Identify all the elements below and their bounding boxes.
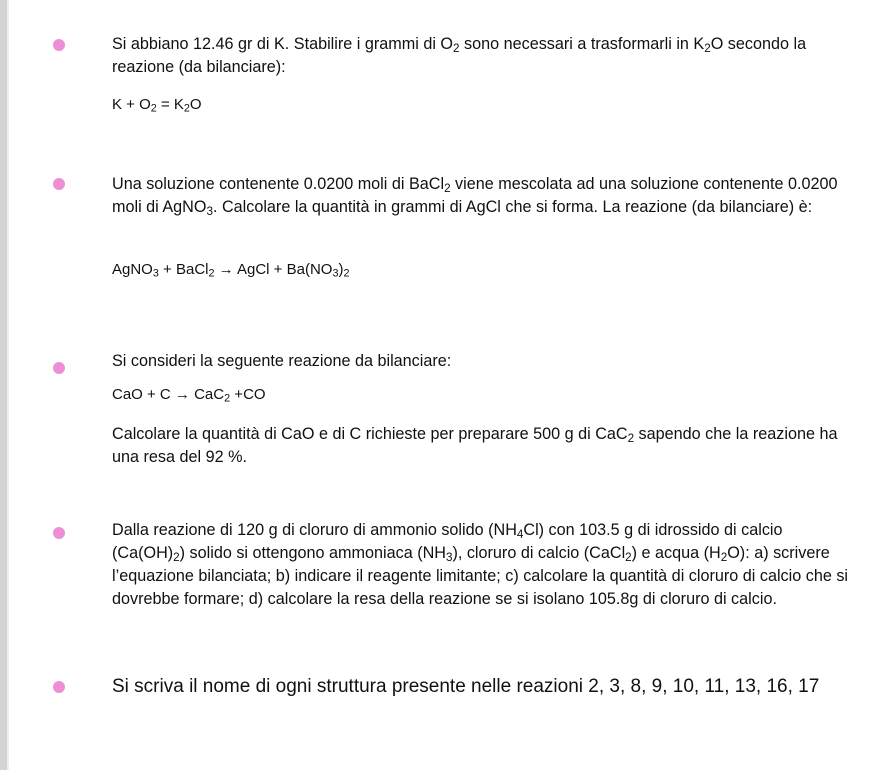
question-2-equation: AgNO$_3$ + BaCl$_2$ → AgCl + $Ba(NO_3)_2$ <box>112 261 350 280</box>
question-4-text: Dalla reazione di 120 g di cloruro di ammonio solido $(NH_4Cl)$ con 103.5 g di idrossido di calcio $(Ca(OH)_2)$ solido si ottengono ammoniaca $(NH_3)$, cloruro di calcio (CaCl$_2$) e acqua $(H_2O)$: a) scrivere l’equazione bilanciata; b) indicare il reagente limitante; c) calcolare la quantità di cloruro di calcio che si dovrebbe formare; d) calcolare la resa della reazione se si isolano 105.8g di cloruro di calcio. <box>112 521 849 608</box>
bullet-q1 <box>53 39 65 51</box>
bullet-q5 <box>53 681 65 693</box>
question-5-text: Si scriva il nome di ogni struttura presente nelle reazioni 2, 3, 8, 9, 10, 11, 13, 16, 17 <box>112 676 820 697</box>
left-edge-shadow <box>7 0 9 770</box>
bullet-q4 <box>53 527 65 539</box>
question-1-text: Si abbiano 12.46 gr di K. Stabilire i grammi di $O_2$ sono necessari a trasformarli in $K_2O$ secondo la reazione (da bilanciare): <box>112 35 807 76</box>
bullet-q3 <box>53 362 65 374</box>
question-3-intro: Si consideri la seguente reazione da bilanciare: <box>112 352 452 370</box>
left-edge-bar <box>0 0 7 770</box>
question-2-text: Una soluzione contenente 0.0200 moli di BaCl$_2$ viene mescolata ad una soluzione contenente 0.0200 moli di AgNO$_3$. Calcolare la quantità in grammi di AgCl che si forma. La reazione (da bilanciare) è: <box>112 175 838 218</box>
question-1-equation: $K + O_2 = K_2O$ <box>112 96 202 115</box>
question-3-text: Calcolare la quantità di CaO e di C richieste per preparare 500 g di CaC$_2$ sapendo che la reazione ha una resa del 92 %. <box>112 425 838 466</box>
question-3-equation: CaO + C → CaC$_2$ +CO <box>112 386 266 405</box>
bullet-q2 <box>53 178 65 190</box>
